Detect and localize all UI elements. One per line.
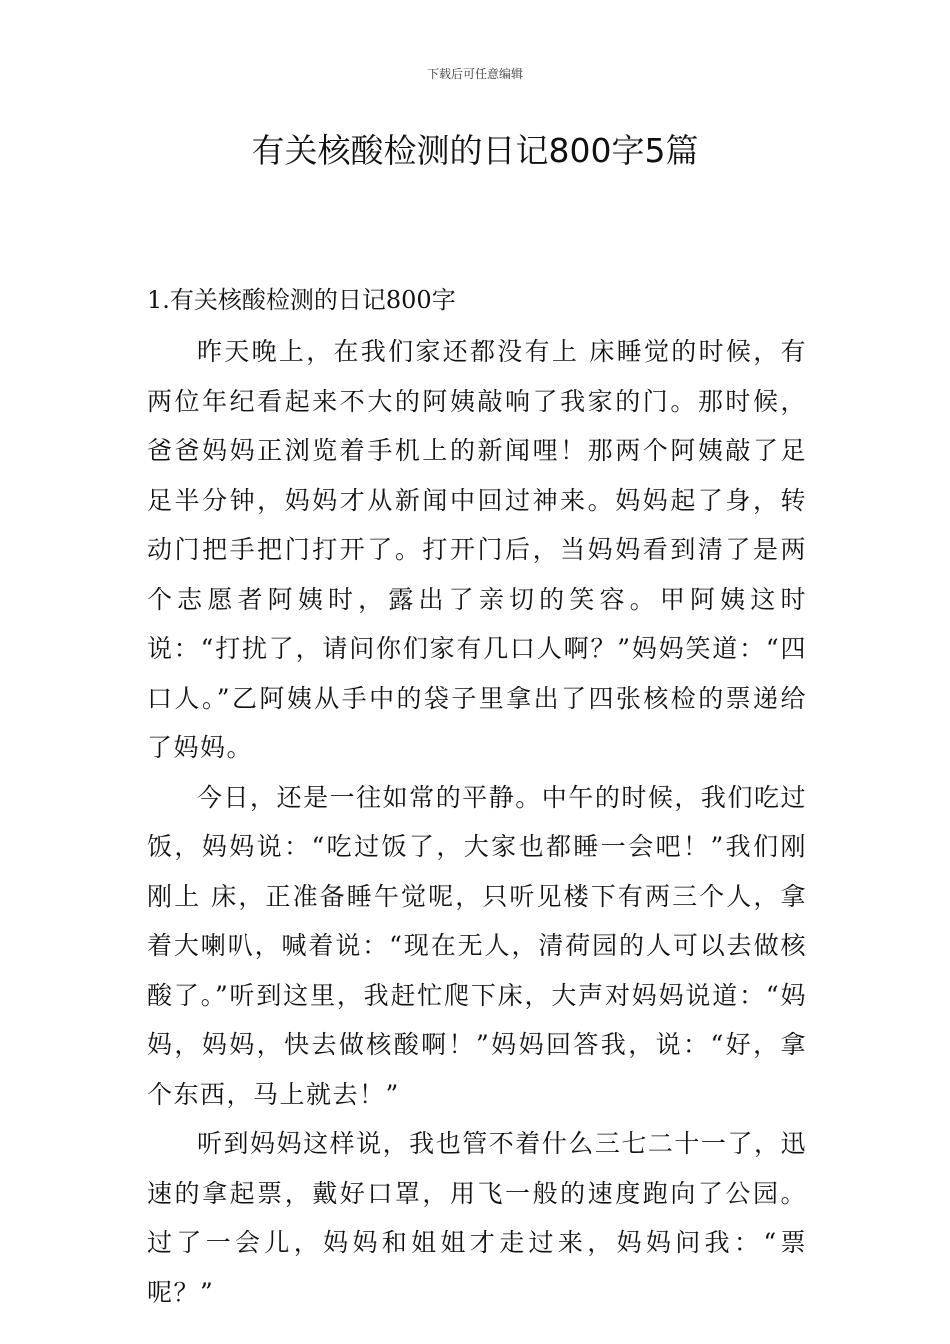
section-body [147,327,807,1317]
header-note: 下载后可任意编辑 [426,67,523,81]
paragraph: 今日，还是一往如常的平静。中午的时候，我们吃过饭，妈妈说：“吃过饭了，大家也都睡一会吧！”我们刚刚上 床，正准备睡午觉呢，只听见楼下有两三个人，拿着大喇叭，喊着说：“现在无人，清荷园的人可以去做核酸了。”听到这里，我赶忙爬下床，大声对妈妈说道：“妈妈，妈妈，快去做核酸啊！”妈妈回答我，说：“好，拿个东西，马上就去！” [147,782,807,1109]
document-title: 有关核酸检测的日记800字5篇 [251,131,699,170]
paragraph: 听到妈妈这样说，我也管不着什么三七二十一了，迅速的拿起票，戴好口罩，用飞一般的速度跑向了公园。过了一会儿，妈妈和姐姐才走过来，妈妈问我：“票呢？” [147,1129,807,1307]
section-heading: 1.有关核酸检测的日记800字 [147,286,456,314]
paragraph: 昨天晚上，在我们家还都没有上 床睡觉的时候，有两位年纪看起来不大的阿姨敲响了我家的门。那时候，爸爸妈妈正浏览着手机上的新闻哩！那两个阿姨敲了足足半分钟，妈妈才从新闻中回过神来。妈妈起了身，转动门把手把门打开了。打开门后，当妈妈看到清了是两个志愿者阿姨时，露出了亲切的笑容。甲阿姨这时说：“打扰了，请问你们家有几口人啊？”妈妈笑道：“四口人。”乙阿姨从手中的袋子里拿出了四张核检的票递给了妈妈。 [147,337,807,762]
